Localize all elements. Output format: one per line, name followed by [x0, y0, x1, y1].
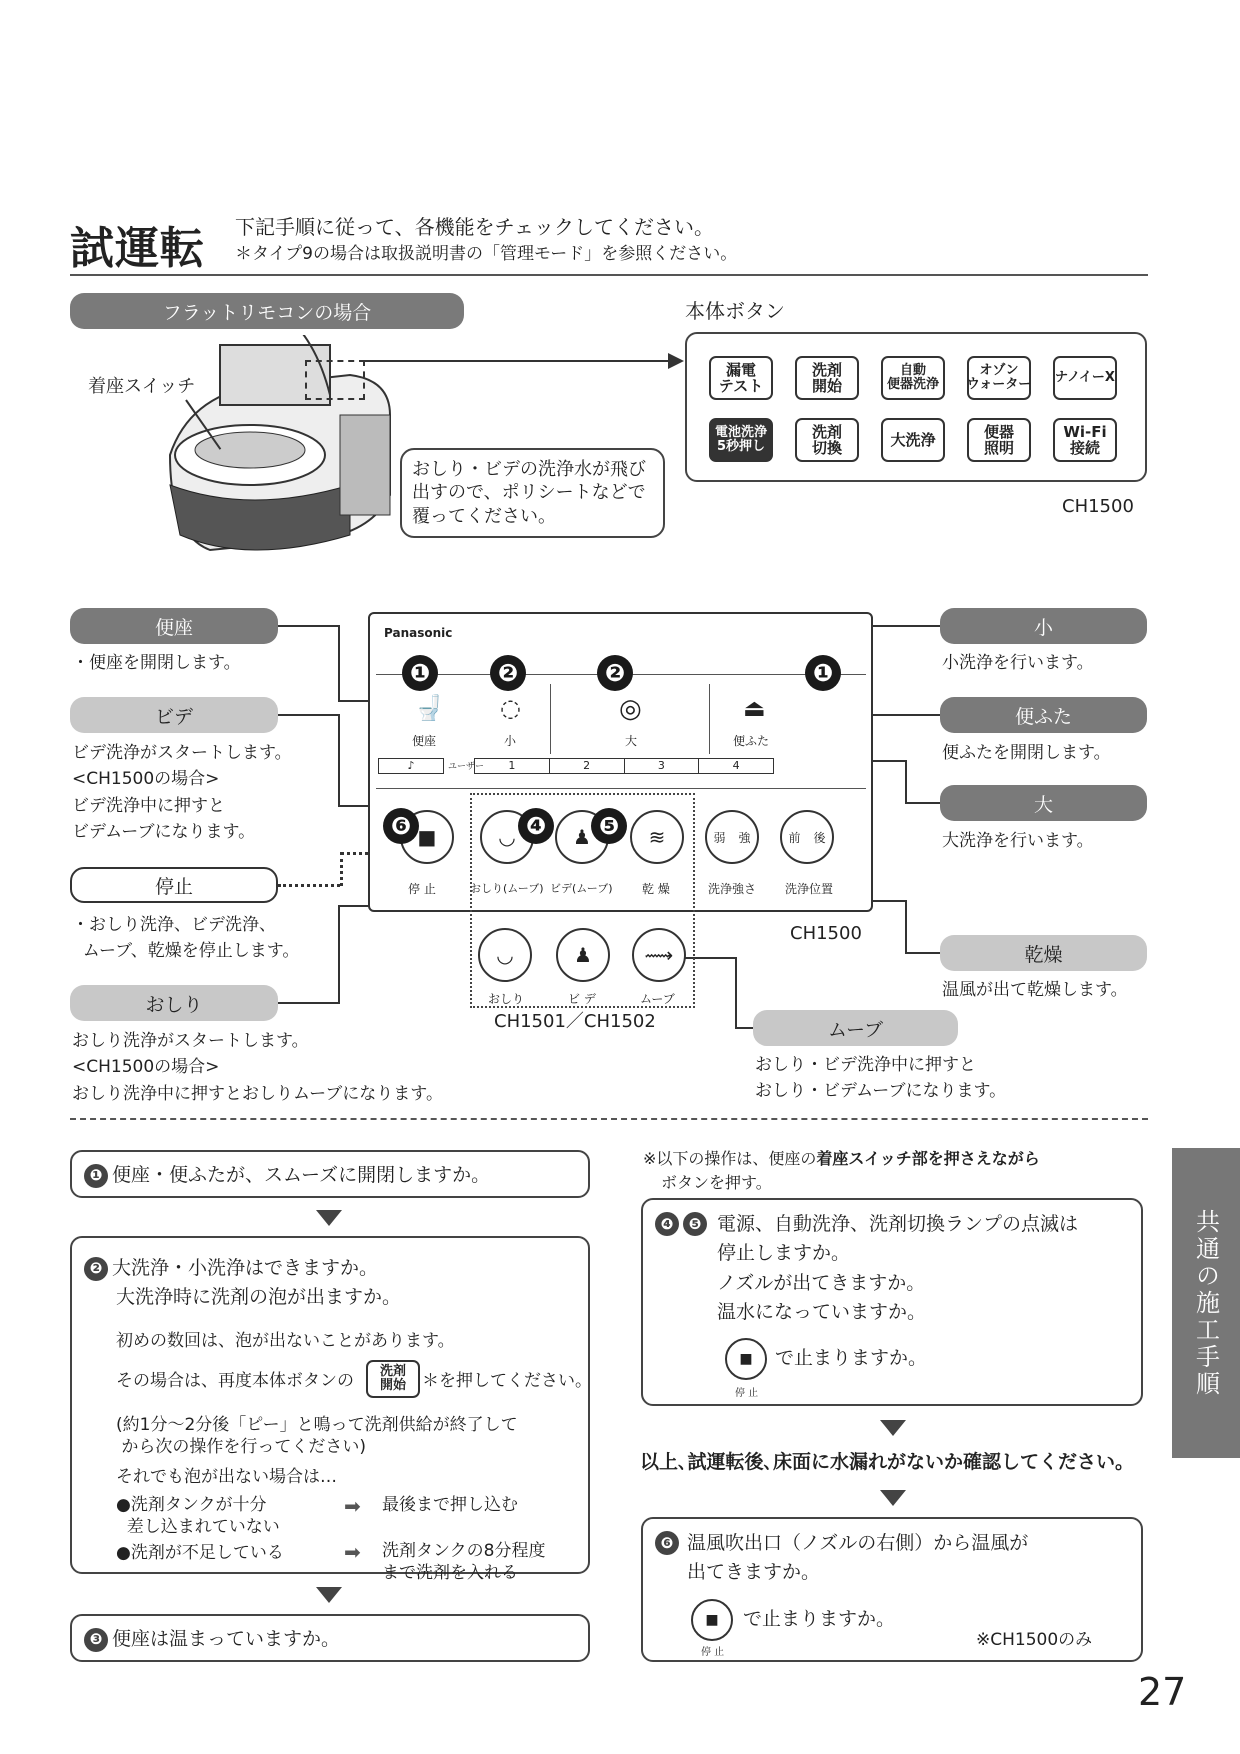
step-2-fix-2: 洗剤タンクの8分程度 まで洗剤を入れる: [382, 1541, 546, 1584]
stop-button-ref-label: 停 止: [735, 1388, 759, 1399]
step-1-num: ❶: [84, 1164, 108, 1188]
button-battery-wash[interactable]: 電池洗浄 5秒押し: [709, 418, 773, 462]
callout-sho-desc: 小洗浄を行います。: [942, 653, 1094, 673]
callout-bide-desc: ビデ洗浄がスタートします。 <CH1500の場合> ビデ洗浄中に押すと ビデムーブになります。: [72, 743, 292, 843]
step-2-box: [70, 1236, 592, 1584]
marker-4: ❹: [518, 808, 554, 844]
callout-benza-label: 便座: [70, 608, 278, 644]
button-position[interactable]: [780, 810, 834, 864]
button-sho-label: 小: [504, 734, 517, 748]
user-3-button[interactable]: 3: [625, 759, 700, 773]
arrow-down-2: [316, 1587, 342, 1603]
leader-move-v: [735, 957, 737, 1029]
sub-bide-label: ビ デ: [568, 992, 596, 1006]
leader-bide-v: [338, 714, 340, 806]
step-2-note-1: 初めの数回は、泡が出ないことがあります。: [116, 1331, 455, 1351]
stop-icon: ■: [739, 1351, 753, 1367]
callout-bide-label: ビデ: [70, 697, 278, 733]
stop-icon: ■: [417, 825, 437, 849]
stop-button-ref-6: [691, 1599, 733, 1641]
detergent-start-button-ref: 洗剤 開始: [366, 1360, 420, 1398]
seat-icon: 🚽: [414, 694, 444, 722]
step-6-note: ※CH1500のみ: [976, 1630, 1093, 1650]
callout-dai-label: 大: [940, 785, 1147, 821]
callout-move-desc: おしり・ビデ洗浄中に押すと おしり・ビデムーブになります。: [755, 1055, 1007, 1102]
stop-button-ref-6-label: 停 止: [701, 1647, 725, 1658]
leader-move: [735, 1027, 753, 1029]
leader-kanso-v: [905, 900, 907, 954]
button-wifi-connect[interactable]: Wi-Fi 接続: [1053, 418, 1117, 462]
leader-oshiri-v: [338, 905, 340, 1004]
note-a: ※以下の操作は、便座の: [643, 1149, 817, 1168]
marker-1-left: ❶: [402, 655, 438, 691]
button-dai[interactable]: [550, 684, 710, 754]
callout-benza-desc: ・便座を開閉します。: [72, 653, 241, 673]
step-3-box: [70, 1614, 590, 1662]
header-rule: [70, 274, 1148, 276]
step-2-lines: [84, 1254, 401, 1311]
button-leakage-test[interactable]: 漏電 テスト: [709, 356, 773, 400]
marker-2-right: ❷: [597, 655, 633, 691]
marker-5: ❺: [591, 808, 627, 844]
step-2-line-2: 大洗浄時に洗剤の泡が出ますか。: [116, 1285, 402, 1308]
button-large-flush[interactable]: 大洗浄: [881, 418, 945, 462]
step-2-note-2a: その場合は、再度本体ボタンの: [116, 1371, 354, 1391]
step-45-nums: [655, 1212, 711, 1236]
caution-bubble: [400, 448, 665, 538]
lead-note: ＊タイプ9の場合は取扱説明書の「管理モード」を参照ください。: [235, 244, 738, 264]
body-buttons-title: 本体ボタン: [685, 299, 785, 323]
arrow-right-icon: ➡: [344, 1494, 361, 1518]
body-button-arrowhead: [668, 353, 684, 369]
user-select-bar: [474, 758, 774, 774]
sub-oshiri-label: おしり: [488, 992, 525, 1006]
step-2-case-2: ●洗剤が不足している: [116, 1543, 284, 1563]
leader-teishi: [278, 884, 340, 887]
dry-label: 乾 燥: [642, 882, 670, 896]
button-sub-move[interactable]: [632, 928, 686, 982]
button-sub-oshiri[interactable]: [478, 928, 532, 982]
user-4-button[interactable]: 4: [732, 759, 740, 772]
step-2-note-4: それでも泡が出ない場合は…: [116, 1467, 337, 1487]
step-2-line-1: 大洗浄・小洗浄はできますか。: [112, 1257, 379, 1279]
small-flush-icon: ◌: [500, 694, 521, 722]
user-2-button[interactable]: 2: [550, 759, 625, 773]
button-benfuta[interactable]: [715, 684, 805, 754]
leader-dai: [905, 802, 940, 804]
remote-brand: Panasonic: [384, 626, 453, 640]
callout-oshiri-desc: おしり洗浄がスタートします。 <CH1500の場合> おしり洗浄中に押すとおしりムーブになります。: [72, 1031, 443, 1104]
leader-benza: [278, 625, 338, 627]
bide-icon: ♟: [573, 825, 591, 849]
button-dai-label: 大: [625, 734, 638, 748]
strength-label: 洗浄強さ: [708, 882, 757, 896]
operation-note: [643, 1147, 1143, 1195]
step-45-stop-q: で止まりますか。: [775, 1347, 928, 1369]
body-button-arrow-line: [365, 360, 670, 362]
step-1-box: [70, 1150, 590, 1198]
bide-move-label: ビデ(ムーブ): [550, 882, 613, 895]
body-buttons-panel: [685, 332, 1147, 482]
step-6-text: 温風吹出口（ノズルの右側）から温風が 出てきますか。: [687, 1532, 1029, 1584]
leader-teishi-v: [340, 852, 343, 886]
remote-divider: [376, 788, 866, 789]
leader-oshiri: [278, 1002, 338, 1004]
arrow-down-4: [880, 1490, 906, 1506]
sub-bide-icon: ♟: [574, 943, 592, 967]
callout-sho-label: 小: [940, 608, 1147, 644]
page-title: 試運転: [70, 223, 205, 274]
body-model: CH1500: [1062, 496, 1134, 517]
oshiri-icon: ◡: [498, 825, 516, 849]
position-back: 後: [813, 830, 826, 845]
step-2-note-3: (約1分〜2分後「ピー」と鳴って洗剤供給が終了して から次の操作を行ってください): [116, 1415, 518, 1458]
leader-benza-v: [338, 625, 340, 700]
dry-icon: ≋: [648, 825, 666, 849]
step-1-body: 便座・便ふたが、スムーズに開閉しますか。: [112, 1164, 491, 1186]
leader-bide: [278, 714, 338, 716]
leader-kanso: [905, 952, 940, 954]
lid-icon: ⏏: [743, 694, 766, 722]
section-divider: [70, 1118, 1148, 1120]
step-45-text: 電源、自動洗浄、洗剤切換ランプの点滅は 停止しますか。 ノズルが出てきますか。 温水になっていますか。: [717, 1213, 1079, 1324]
step-2-fix-1: 最後まで押し込む: [382, 1495, 518, 1515]
step-1-text: [84, 1163, 490, 1188]
step-3-num: ❸: [84, 1628, 108, 1652]
step-6-num: ❻: [655, 1531, 679, 1555]
stop-icon: ■: [705, 1612, 719, 1628]
step-6-num-wrap: [655, 1531, 683, 1555]
callout-teishi-label: 停止: [70, 867, 278, 903]
position-front: 前: [788, 830, 801, 845]
sub-move-icon: ⟿: [644, 943, 674, 967]
arrow-down-1: [316, 1210, 342, 1226]
caution-text: おしり・ビデの洗浄水が飛び 出すので、ポリシートなどで 覆ってください。: [412, 459, 646, 527]
stop-label: 停 止: [408, 882, 436, 896]
step-2-case-1: ●洗剤タンクが十分 差し込まれていない: [116, 1495, 280, 1538]
step-6-stop-q: で止まりますか。: [743, 1608, 896, 1630]
arrow-down-3: [880, 1420, 906, 1436]
callout-move-label: ムーブ: [753, 1010, 958, 1046]
step-45-box: [641, 1198, 1143, 1406]
page-number: 27: [1138, 1670, 1187, 1714]
button-auto-bowl-wash[interactable]: 自動 便器洗浄: [881, 356, 945, 400]
button-benza[interactable]: [382, 684, 472, 754]
button-nanoe-x[interactable]: ナノイーX: [1053, 356, 1117, 400]
button-detergent-switch[interactable]: 洗剤 切換: [795, 418, 859, 462]
step-2-note-2b: ＊を押してください。: [422, 1371, 592, 1391]
callout-teishi-desc: ・おしり洗浄、ビデ洗浄、 ムーブ、乾燥を停止します。: [72, 915, 300, 962]
remote-model-main: CH1500: [790, 923, 862, 944]
button-bowl-light[interactable]: 便器 照明: [967, 418, 1031, 462]
button-detergent-start[interactable]: 洗剤 開始: [795, 356, 859, 400]
sub-oshiri-icon: ◡: [496, 943, 514, 967]
arrow-right-icon: ➡: [344, 1540, 361, 1564]
callout-benfuta-label: 便ふた: [940, 697, 1147, 733]
seat-switch-label: 着座スイッチ: [88, 376, 196, 397]
callout-dai-desc: 大洗浄を行います。: [942, 831, 1094, 851]
body-button-marker: [305, 360, 365, 400]
marker-1-right: ❶: [805, 655, 841, 691]
step-5-num: ❺: [683, 1212, 707, 1236]
note-c: ボタンを押す。: [661, 1173, 772, 1192]
user-1-button[interactable]: 1: [475, 759, 550, 773]
step-3-text: [84, 1627, 340, 1652]
button-benfuta-label: 便ふた: [733, 734, 770, 748]
step-4-num: ❹: [655, 1212, 679, 1236]
large-flush-icon: ◎: [619, 694, 642, 724]
stop-button-ref: [725, 1338, 767, 1380]
leak-check-text: 以上､試運転後､床面に水漏れがないか確認してください。: [640, 1451, 1135, 1473]
button-strength[interactable]: [705, 810, 759, 864]
section-sidebar: 共通の施工手順: [1172, 1148, 1240, 1458]
callout-kanso-label: 乾燥: [940, 935, 1147, 971]
marker-2-left: ❷: [490, 655, 526, 691]
marker-6: ❻: [383, 808, 419, 844]
button-ozone-water[interactable]: オゾン ウォーター: [967, 356, 1031, 400]
sub-move-label: ムーブ: [640, 992, 675, 1006]
flat-remote-label: フラットリモコンの場合: [70, 293, 464, 329]
oshiri-move-label: おしり(ムーブ): [470, 882, 544, 895]
button-sub-bide[interactable]: [556, 928, 610, 982]
step-2-num: ❷: [84, 1257, 108, 1281]
step-6-box: [641, 1517, 1143, 1662]
position-label: 洗浄位置: [785, 882, 834, 896]
lead-text: 下記手順に従って、各機能をチェックしてください。: [235, 215, 714, 239]
strength-weak: 弱: [713, 830, 726, 845]
callout-benfuta-desc: 便ふたを開閉します。: [942, 743, 1111, 763]
callout-oshiri-label: おしり: [70, 985, 278, 1021]
button-benza-label: 便座: [412, 734, 437, 748]
user-note-button[interactable]: ♪: [378, 758, 444, 774]
leader-dai-v: [905, 760, 907, 804]
remote-model-sub: CH1501／CH1502: [494, 1011, 656, 1032]
callout-kanso-desc: 温風が出て乾燥します。: [942, 980, 1128, 1000]
step-3-body: 便座は温まっていますか。: [112, 1628, 341, 1650]
note-b: 着座スイッチ部を押さえながら: [816, 1149, 1040, 1168]
strength-strong: 強: [738, 830, 751, 845]
button-sho[interactable]: [470, 684, 550, 754]
user-label: ユーザー: [448, 762, 485, 772]
